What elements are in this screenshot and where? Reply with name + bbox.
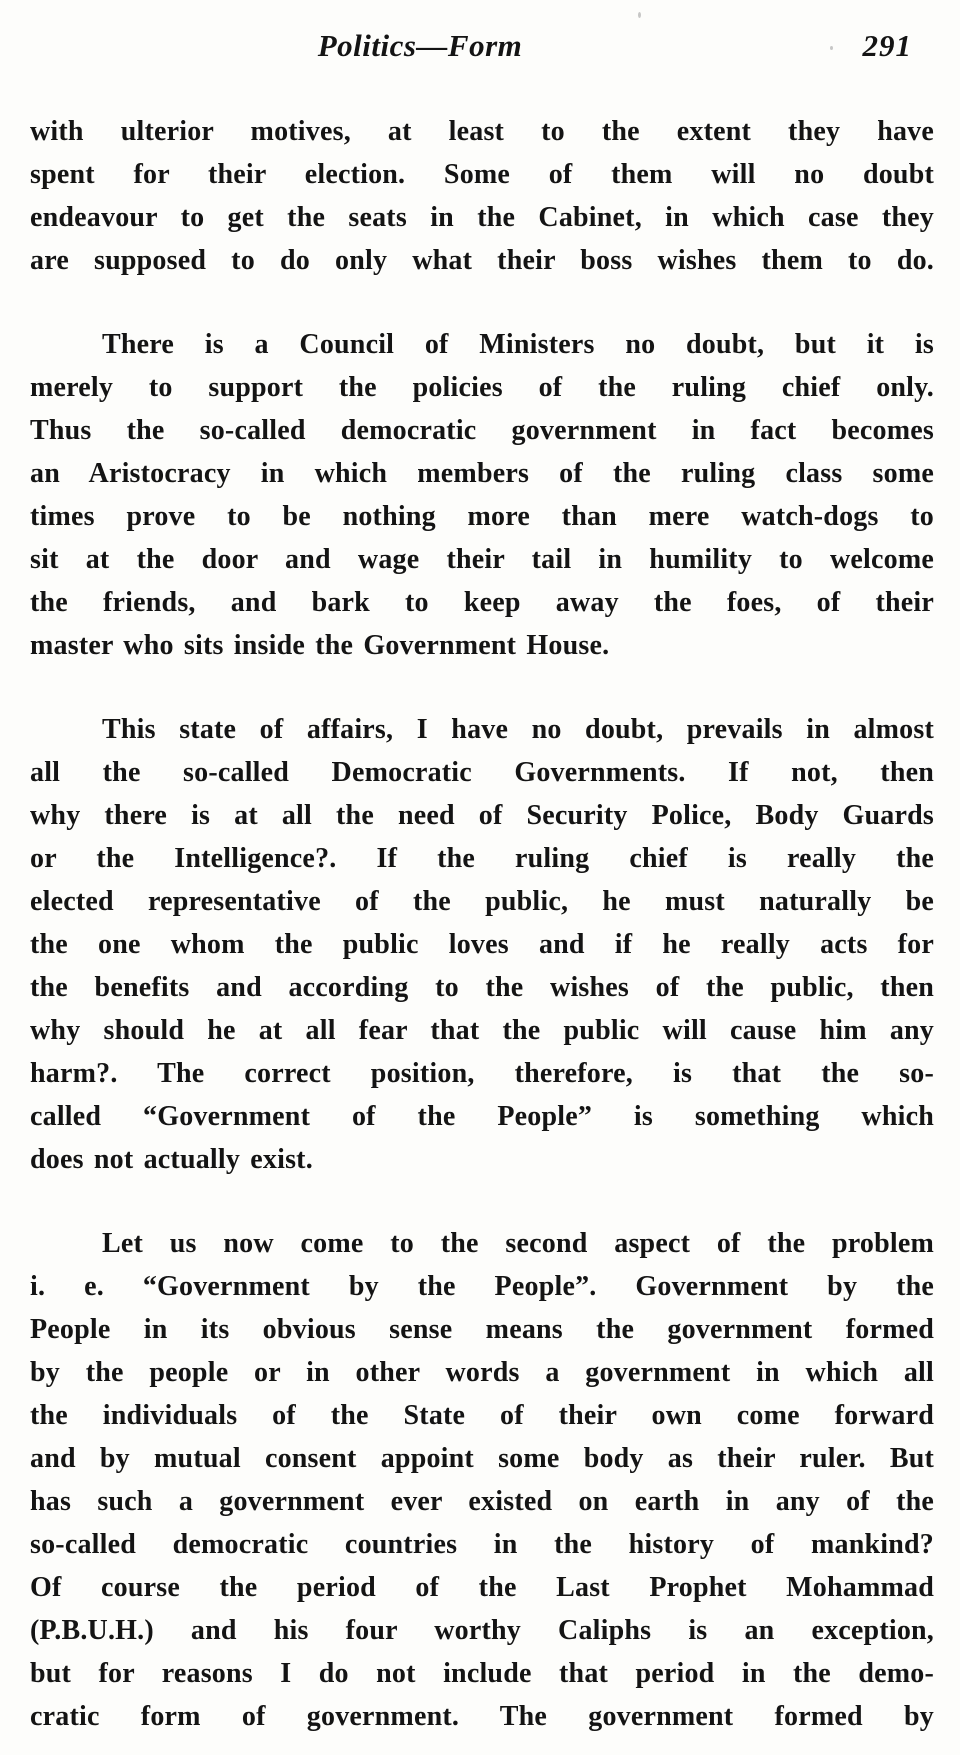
text-line: why should he at all fear that the public will cause him any: [30, 1015, 934, 1046]
page-header: [30, 28, 934, 72]
text-line: (P.B.U.H.) and his four worthy Caliphs is an exception,: [30, 1615, 934, 1646]
text-line: are supposed to do only what their boss wishes them to do.: [30, 245, 934, 276]
text-line: the individuals of the State of their own come forward: [30, 1400, 934, 1431]
text-line: endeavour to get the seats in the Cabinet, in which case they: [30, 202, 934, 233]
text-line: the benefits and according to the wishes of the public, then: [30, 972, 934, 1003]
text-line: i. e. “Government by the People”. Government by the: [30, 1271, 934, 1302]
text-line: People in its obvious sense means the government formed: [30, 1314, 934, 1345]
paragraph: [30, 708, 934, 1181]
text-line: times prove to be nothing more than mere watch-dogs to: [30, 501, 934, 532]
text-line: master who sits inside the Government House.: [30, 630, 610, 661]
text-line: has such a government ever existed on earth in any of the: [30, 1486, 934, 1517]
text-block: [30, 110, 934, 1738]
text-line: an Aristocracy in which members of the ruling class some: [30, 458, 934, 489]
text-line: the friends, and bark to keep away the foes, of their: [30, 587, 934, 618]
text-line: why there is at all the need of Security Police, Body Guards: [30, 800, 934, 831]
text-line: or the Intelligence?. If the ruling chief is really the: [30, 843, 934, 874]
text-line: harm?. The correct position, therefore, is that the so-: [30, 1058, 934, 1089]
text-line: all the so-called Democratic Governments. If not, then: [30, 757, 934, 788]
text-line: merely to support the policies of the ruling chief only.: [30, 372, 934, 403]
text-line: so-called democratic countries in the history of mankind?: [30, 1529, 934, 1560]
text-line: Thus the so-called democratic government in fact becomes: [30, 415, 934, 446]
text-line: and by mutual consent appoint some body as their ruler. But: [30, 1443, 934, 1474]
text-line: but for reasons I do not include that period in the demo-: [30, 1658, 934, 1689]
text-line: sit at the door and wage their tail in humility to welcome: [30, 544, 934, 575]
paragraph: [30, 323, 934, 667]
text-line: by the people or in other words a government in which all: [30, 1357, 934, 1388]
text-line: spent for their election. Some of them will no doubt: [30, 159, 934, 190]
text-line: This state of affairs, I have no doubt, prevails in almost: [102, 714, 934, 745]
text-line: cratic form of government. The government formed by: [30, 1701, 934, 1732]
text-line: Of course the period of the Last Prophet Mohammad: [30, 1572, 934, 1603]
page-number: 291: [862, 28, 912, 63]
text-line: the one whom the public loves and if he really acts for: [30, 929, 934, 960]
scan-speck: [830, 46, 833, 50]
paragraph: [30, 110, 934, 282]
text-line: Let us now come to the second aspect of the problem: [102, 1228, 934, 1259]
paragraph: [30, 1222, 934, 1738]
scan-speck: [638, 12, 641, 18]
text-line: does not actually exist.: [30, 1144, 313, 1175]
text-line: There is a Council of Ministers no doubt, but it is: [102, 329, 934, 360]
text-line: with ulterior motives, at least to the extent they have: [30, 116, 934, 147]
text-line: called “Government of the People” is something which: [30, 1101, 934, 1132]
running-head-title: Politics—Form: [317, 28, 523, 63]
text-line: elected representative of the public, he must naturally be: [30, 886, 934, 917]
